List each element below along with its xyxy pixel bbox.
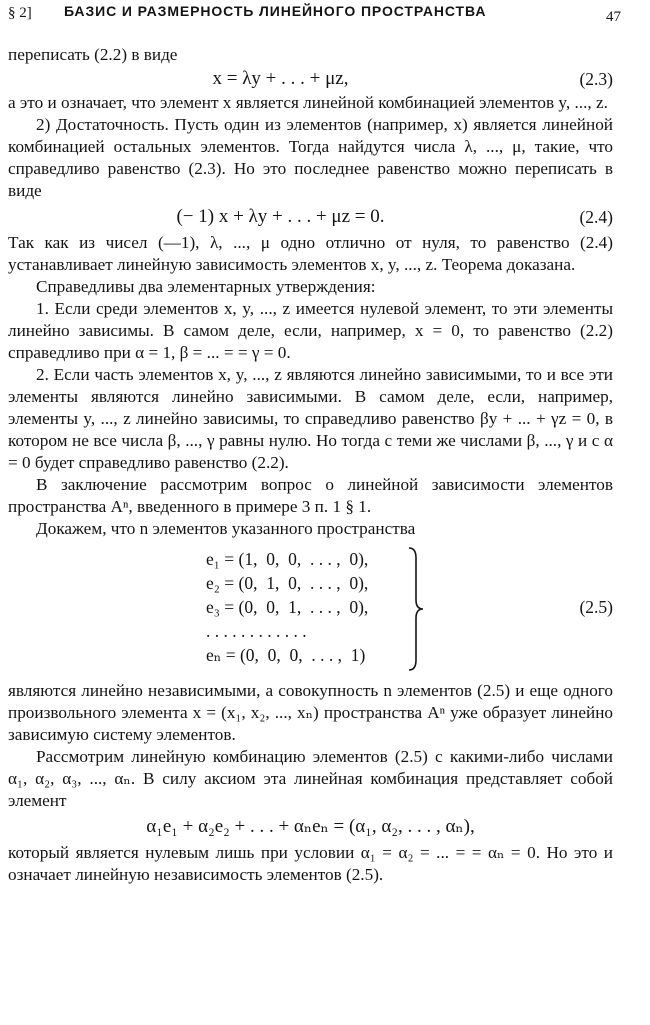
equation-body: (− 1) x + λy + . . . + μz = 0. <box>176 206 385 227</box>
paragraph: являются линейно независимыми, а совокупность n элементов (2.5) и еще одного произвольного элемента x = (x₁, x₂, ..., xₙ) пространства Aⁿ уже образует линейно зависимую систему элементов. <box>8 681 613 744</box>
paragraph: 2) Достаточность. Пусть один из элементов (например, x) является линейной комбинацией остальных элементов. Тогда найдутся числа λ, ..., μ, такие, что справедливо равенство (2.3). Но это последнее равенство можно переписать в виде <box>8 115 613 200</box>
equation-number: (2.5) <box>579 597 613 617</box>
vector-row: eₙ = (0, 0, 0, . . . , 1) <box>206 645 366 665</box>
equation-2-4 <box>8 204 613 230</box>
equation-body: x = λy + . . . + μz, <box>212 68 349 89</box>
paragraph: 2. Если часть элементов x, y, ..., z являются линейно зависимыми, то и все эти элементы являются линейно зависимыми. В самом деле, если, например, элементы y, ..., z линейно зависимы, то справедливо равенство βy + ... + γz = 0, в котором не все числа β, ..., γ равны нулю. Но тогда с теми же числами β, ..., γ и с α = 0 будет справедливо равенство (2.2). <box>8 365 613 472</box>
paragraph: Докажем, что n элементов указанного пространства <box>36 519 416 538</box>
linear-combination-formula <box>8 812 613 842</box>
paragraph: 1. Если среди элементов x, y, ..., z имеется нулевой элемент, то эти элементы линейно зависимы. В самом деле, если, например, x = 0, то равенство (2.2) справедливо при α = 1, β = ... = = γ = 0. <box>8 299 613 362</box>
paragraph: В заключение рассмотрим вопрос о линейной зависимости элементов пространства Aⁿ, введенного в примере 3 п. 1 § 1. <box>8 475 613 516</box>
vector-row: e₂ = (0, 1, 0, . . . , 0), <box>206 573 369 593</box>
vector-row: e₁ = (1, 0, 0, . . . , 0), <box>206 549 369 569</box>
paragraph: а это и означает, что элемент x является линейной комбинацией элементов y, ..., z. <box>8 93 608 112</box>
vector-system-2-5 <box>8 544 613 674</box>
page-number: 47 <box>606 9 621 25</box>
running-title: БАЗИС И РАЗМЕРНОСТЬ ЛИНЕЙНОГО ПРОСТРАНСТВА <box>64 3 487 19</box>
equation-body: α₁e₁ + α₂e₂ + . . . + αₙeₙ = (α₁, α₂, . . . , αₙ), <box>146 816 475 837</box>
paragraph: Рассмотрим линейную комбинацию элементов (2.5) с какими-либо числами α₁, α₂, α₃, ..., αₙ. В силу аксиом эта линейная комбинация представляет собой элемент <box>8 747 613 810</box>
running-head <box>8 0 621 44</box>
vector-row: e₃ = (0, 0, 1, . . . , 0), <box>206 597 369 617</box>
equation-2-3 <box>8 66 613 92</box>
paragraph: Так как из чисел (—1), λ, ..., μ одно отлично от нуля, то равенство (2.4) устанавливает линейную зависимость элементов x, y, ..., z. Теорема доказана. <box>8 233 613 274</box>
paragraph: Справедливы два элементарных утверждения: <box>36 277 376 296</box>
dots-row: . . . . . . . . . . . . <box>206 621 307 641</box>
equation-number: (2.4) <box>579 207 613 227</box>
equation-number: (2.3) <box>579 69 613 89</box>
paragraph: переписать (2.2) в виде <box>8 45 178 64</box>
section-marker: § 2] <box>8 5 32 21</box>
right-brace-icon <box>406 544 426 674</box>
paragraph: который является нулевым лишь при условии α₁ = α₂ = ... = = αₙ = 0. Но это и означает линейную независимость элементов (2.5). <box>8 843 613 884</box>
